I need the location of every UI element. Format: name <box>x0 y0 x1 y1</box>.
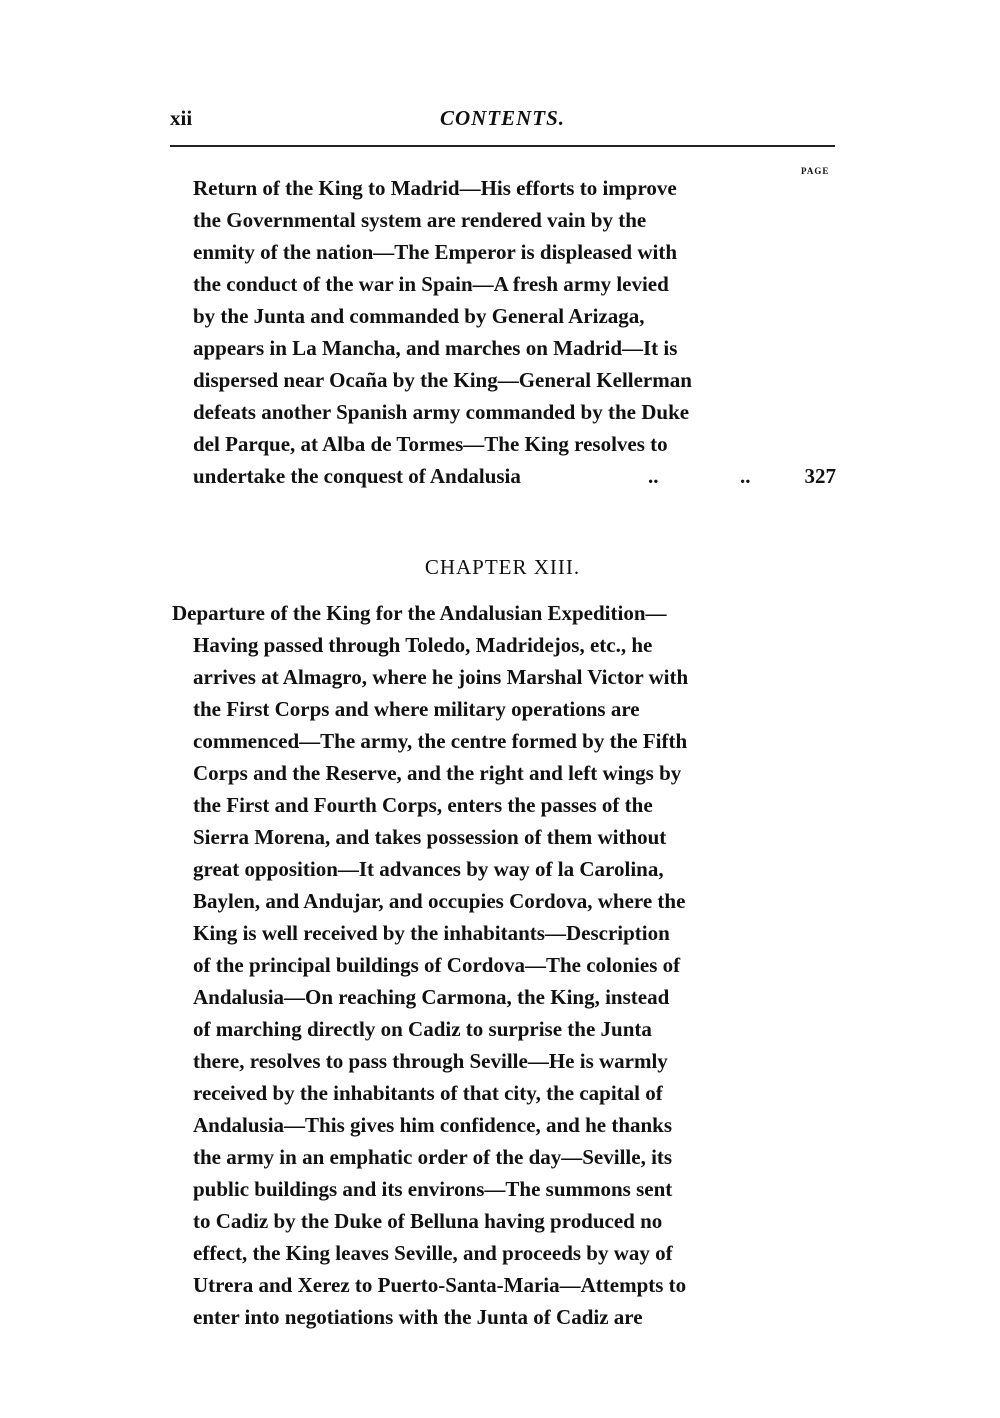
summary-line: there, resolves to pass through Seville—He is warmly <box>193 1049 668 1073</box>
dot-leader: .. <box>740 464 751 488</box>
summary-line: King is well received by the inhabitants—Description <box>193 921 670 945</box>
entry-line: the Governmental system are rendered vain by the <box>193 208 647 232</box>
chapter-heading: CHAPTER XIII. <box>424 555 581 579</box>
page-number: xii <box>170 106 193 130</box>
entry-line: defeats another Spanish army commanded by the Duke <box>193 400 690 424</box>
entry-line: undertake the conquest of Andalusia <box>193 464 521 488</box>
summary-line: commenced—The army, the centre formed by the Fifth <box>193 729 688 753</box>
summary-line: effect, the King leaves Seville, and proceeds by way of <box>193 1241 673 1265</box>
entry-line: enmity of the nation—The Emperor is displeased with <box>193 240 678 264</box>
entry-line: the conduct of the war in Spain—A fresh army levied <box>193 272 669 296</box>
entry-line: Return of the King to Madrid—His efforts to improve <box>193 176 677 200</box>
summary-line: received by the inhabitants of that city, the capital of <box>193 1081 663 1105</box>
summary-line: great opposition—It advances by way of la Carolina, <box>193 857 664 881</box>
entry-line: by the Junta and commanded by General Arizaga, <box>193 304 645 328</box>
summary-line: arrives at Almagro, where he joins Marshal Victor with <box>193 665 689 689</box>
page-column-label: PAGE <box>801 166 830 176</box>
summary-line: the army in an emphatic order of the day—Seville, its <box>193 1145 673 1169</box>
summary-line: Departure of the King for the Andalusian Expedition— <box>172 601 667 625</box>
summary-line: Having passed through Toledo, Madridejos, etc., he <box>193 633 653 657</box>
dot-leader: .. <box>648 464 659 488</box>
summary-line: Baylen, and Andujar, and occupies Cordova, where the <box>193 889 686 913</box>
summary-line: Andalusia—On reaching Carmona, the King, instead <box>193 985 670 1009</box>
page-reference: 327 <box>804 464 836 488</box>
entry-line: dispersed near Ocaña by the King—General Kellerman <box>193 368 692 392</box>
summary-line: the First and Fourth Corps, enters the passes of the <box>193 793 653 817</box>
summary-line: Utrera and Xerez to Puerto-Santa-Maria—Attempts to <box>193 1273 687 1297</box>
running-title: CONTENTS. <box>439 106 566 130</box>
summary-line: enter into negotiations with the Junta of Cadiz are <box>193 1305 643 1329</box>
summary-line: Andalusia—This gives him confidence, and he thanks <box>193 1113 673 1137</box>
summary-line: Sierra Morena, and takes possession of them without <box>193 825 667 849</box>
header-rule <box>170 145 835 147</box>
entry-line: del Parque, at Alba de Tormes—The King resolves to <box>193 432 668 456</box>
summary-line: of marching directly on Cadiz to surprise the Junta <box>193 1017 652 1041</box>
entry-line: appears in La Mancha, and marches on Madrid—It is <box>193 336 678 360</box>
summary-line: the First Corps and where military operations are <box>193 697 640 721</box>
summary-line: Corps and the Reserve, and the right and left wings by <box>193 761 682 785</box>
summary-line: public buildings and its environs—The summons sent <box>193 1177 673 1201</box>
summary-line: of the principal buildings of Cordova—The colonies of <box>193 953 681 977</box>
summary-line: to Cadiz by the Duke of Belluna having produced no <box>193 1209 663 1233</box>
